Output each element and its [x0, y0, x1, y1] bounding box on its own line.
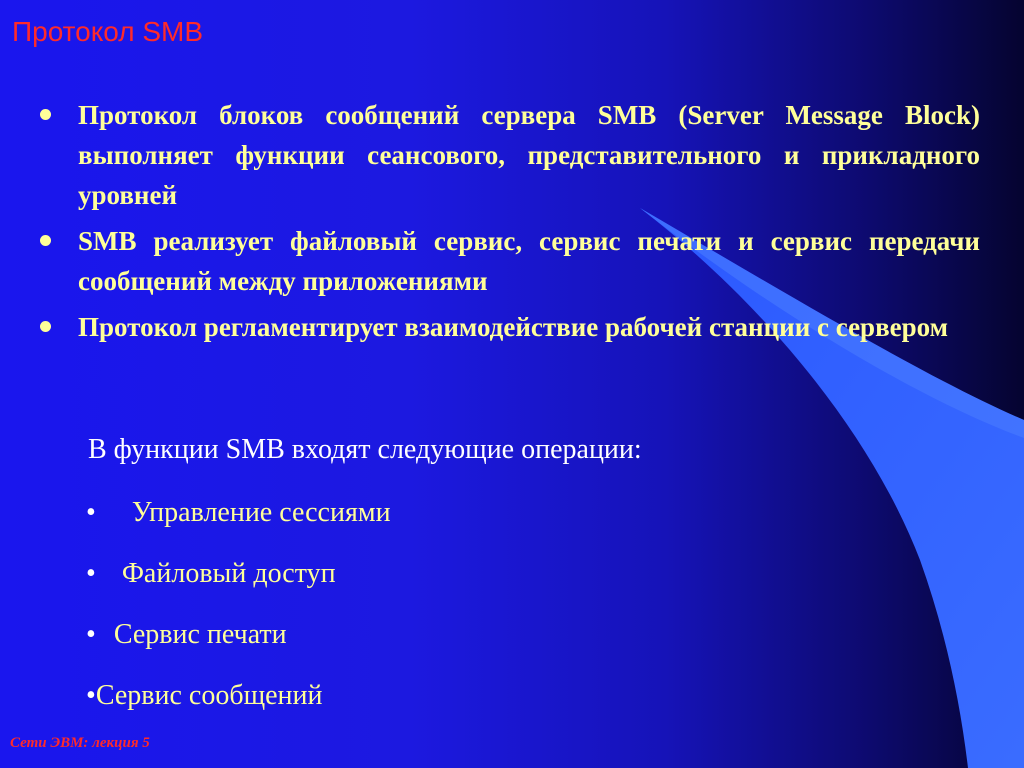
bullet-text: SMB реализует файловый сервис, сервис печати и сервис передачи сообщений между приложениями — [78, 226, 980, 296]
bullet-item — [36, 95, 980, 215]
operation-bullet: • — [86, 619, 96, 650]
bullet-dot-icon — [40, 235, 51, 246]
bullet-item — [36, 221, 980, 301]
operation-item — [86, 497, 391, 529]
operation-text: Сервис печати — [113, 619, 287, 650]
slide-title: Протокол SMB — [12, 16, 204, 47]
bullet-text: Протокол блоков сообщений сервера SMB (Server Message Block) выполняет функции сеансового, представительного и прикладного уровней — [78, 100, 980, 210]
operation-text: Управление сессиями — [131, 497, 391, 528]
main-bullet-list — [36, 95, 980, 353]
operation-item — [86, 558, 336, 590]
bullet-item — [36, 307, 980, 347]
bullet-text: Протокол регламентирует взаимодействие рабочей станции с сервером — [78, 312, 949, 342]
bullet-dot-icon — [40, 321, 51, 332]
operation-text: Файловый доступ — [121, 558, 336, 589]
operations-heading: В функции SMB входят следующие операции: — [88, 434, 642, 465]
operation-text: Сервис сообщений — [95, 680, 323, 711]
bullet-dot-icon — [40, 109, 51, 120]
slide-footer: Сети ЭВМ: лекция 5 — [10, 735, 150, 751]
operation-bullet: • — [86, 680, 96, 711]
operation-bullet: • — [86, 558, 96, 589]
operation-item — [86, 680, 323, 712]
operation-item — [86, 619, 287, 651]
operation-bullet: • — [86, 497, 96, 528]
